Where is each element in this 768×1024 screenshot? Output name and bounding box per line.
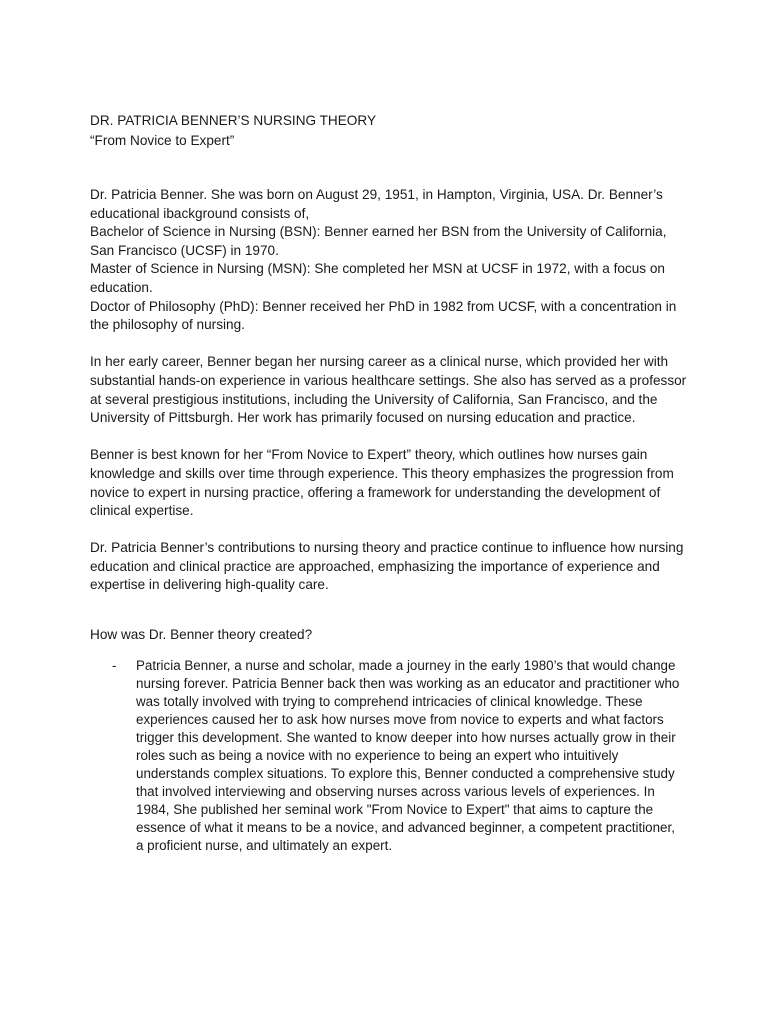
spacer — [90, 521, 690, 540]
document-page — [90, 111, 690, 855]
bullet-item — [90, 657, 682, 855]
paragraph-theory: Benner is best known for her “From Novice to Expert” theory, which outlines how nurses gain knowledge and skills over time through experience. This theory emphasizes the progression from novice to expert in nursing practice, offering a framework for understanding the development of clinical expertise. — [90, 447, 674, 519]
bio-phd: Doctor of Philosophy (PhD): Benner received her PhD in 1982 from UCSF, with a concentration in the philosophy of nursing. — [90, 298, 677, 333]
spacer — [90, 428, 690, 447]
document-title: DR. PATRICIA BENNER’S NURSING THEORY — [90, 113, 377, 128]
paragraph-early-career: In her early career, Benner began her nursing career as a clinical nurse, which provided her with substantial hands-on experience in various healthcare settings. She also has served as a professor at several prestigious institutions, including the University of California, San Francisco, and the University of Pittsburgh. Her work has primarily focused on nursing education and practice. — [90, 354, 687, 426]
document-subtitle: “From Novice to Expert” — [90, 132, 235, 148]
bio-intro: Dr. Patricia Benner. She was born on August 29, 1951, in Hampton, Virginia, USA. Dr. Benner’s educational ibackground consists of, — [90, 187, 663, 221]
bullet-marker: - — [112, 658, 117, 674]
spacer — [90, 595, 690, 625]
spacer — [90, 335, 690, 354]
spacer — [90, 150, 690, 186]
bio-block — [90, 186, 690, 335]
section-question: How was Dr. Benner theory created? — [90, 627, 313, 643]
bio-bsn: Bachelor of Science in Nursing (BSN): Benner earned her BSN from the University of California, San Francisco (UCSF) in 1970. — [90, 224, 667, 258]
bio-msn: Master of Science in Nursing (MSN): She completed her MSN at UCSF in 1972, with a focus on education. — [90, 261, 665, 295]
paragraph-contributions: Dr. Patricia Benner’s contributions to nursing theory and practice continue to influence how nursing education and clinical practice are approached, emphasizing the importance of experience and expertise in delivering high-quality care. — [90, 540, 684, 593]
bullet-text: Patricia Benner, a nurse and scholar, made a journey in the early 1980’s that would change nursing forever. Patricia Benner back then was working as an educator and practitioner who was totally involved with trying to comprehend intricacies of clinical knowledge. These experiences caused her to ask how nurses move from novice to experts and what factors trigger this development. She wanted to know deeper into how nurses actually grow in their roles such as being a novice with no experience to being an expert who intuitively understands complex situations. To explore this, Benner conducted a comprehensive study that involved interviewing and observing nurses across various levels of experiences. In 1984, She published her seminal work "From Novice to Expert" that aims to capture the essence of what it means to be a novice, and advanced beginner, a competent practitioner, a proficient nurse, and ultimately an expert. — [136, 658, 680, 854]
